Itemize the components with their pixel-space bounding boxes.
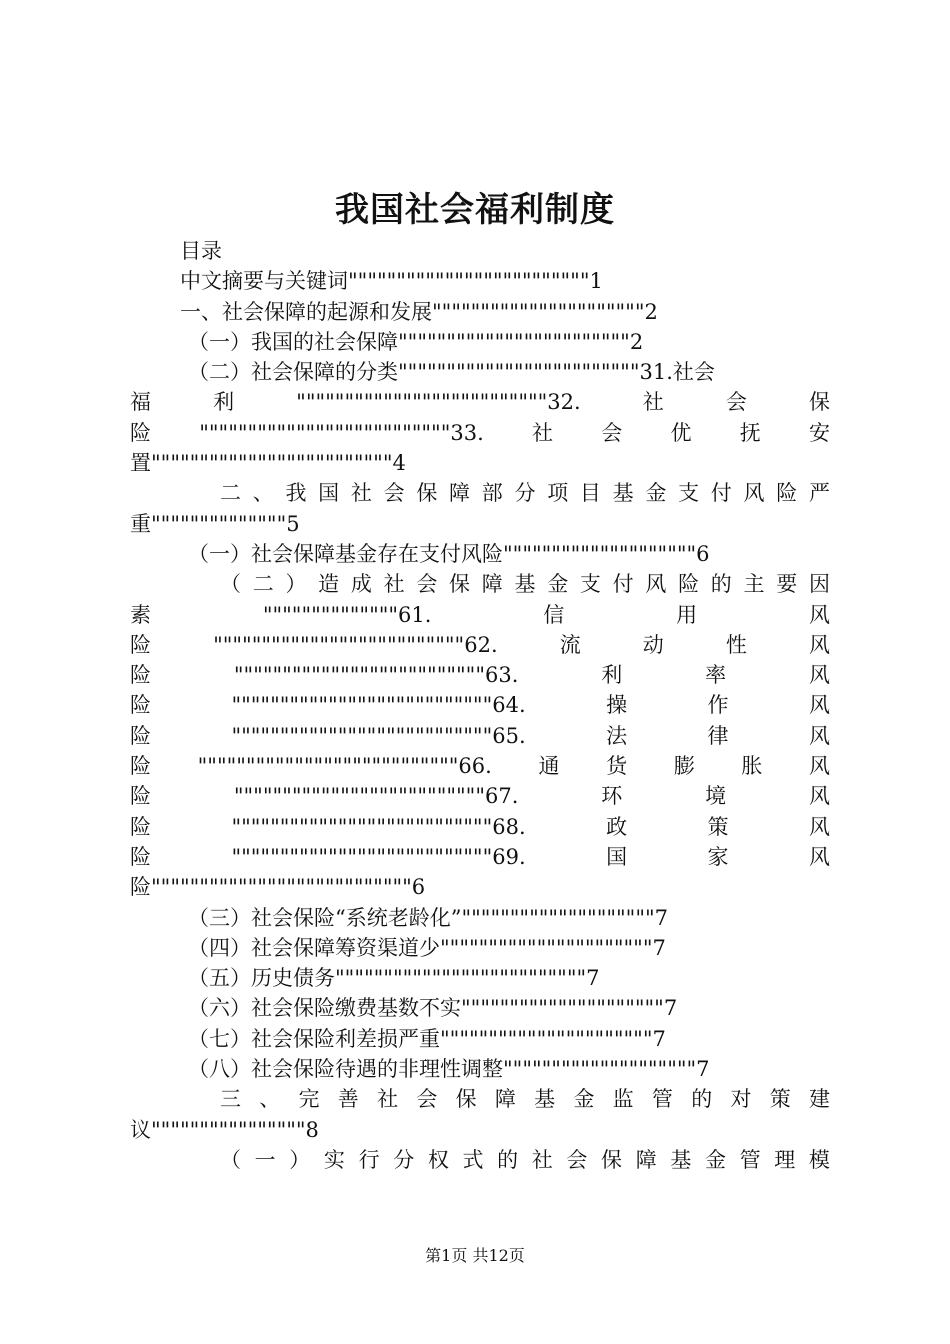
toc-line-part: 、 — [252, 481, 274, 506]
toc-line: 中文摘要与关键词"""""""""""""""""""""""""1 — [180, 269, 603, 294]
toc-line-part: 会 — [601, 420, 623, 445]
toc-line-part: 完 — [298, 1087, 320, 1112]
toc-line-part: 险 — [130, 632, 151, 657]
toc-line-part: 障 — [494, 1087, 516, 1112]
toc-line: （二）社会保障的分类"""""""""""""""""""""""""31.社会 — [188, 360, 715, 385]
toc-line-part: 安 — [808, 420, 830, 445]
toc-line: （八）社会保险待遇的非理性调整""""""""""""""""""""7 — [188, 1057, 710, 1082]
toc-line-part: 社 — [377, 1087, 399, 1112]
toc-line-part: 环 — [601, 784, 623, 809]
toc-line-part: 理 — [774, 1147, 796, 1172]
toc-line-part: 福 — [130, 390, 151, 415]
toc-line-part: """"""""""""""61. — [262, 602, 432, 627]
toc-line-part: 性 — [725, 632, 747, 657]
toc-line-part: 风 — [645, 572, 667, 597]
toc-line-part: 严 — [808, 481, 830, 506]
toc-line-part: 金 — [704, 1147, 726, 1172]
toc-line-part: 社 — [350, 481, 372, 506]
toc-line-part: 险 — [130, 754, 151, 779]
toc-line-part: 策 — [707, 814, 729, 839]
toc-line-part: """""""""""""""""""""""""""68. — [231, 814, 526, 839]
toc-line-part: 货 — [606, 754, 628, 779]
toc-line-part: 政 — [606, 814, 628, 839]
toc-line-part: 会 — [416, 572, 438, 597]
document-title: 我国社会福利制度 — [335, 190, 615, 230]
toc-line — [130, 812, 830, 842]
toc-line: 险"""""""""""""""""""""""""""6 — [130, 875, 426, 900]
toc-line-part: 会 — [725, 390, 747, 415]
toc-line: （三）社会保险“系统老龄化”""""""""""""""""""""7 — [188, 905, 669, 930]
toc-line-part: 法 — [606, 723, 628, 748]
toc-line — [130, 690, 830, 720]
toc-line — [130, 418, 830, 448]
toc-line-part: 金 — [573, 1087, 595, 1112]
toc-line-part: （ — [220, 572, 241, 597]
toc-line — [130, 660, 830, 690]
toc-line-part: 基 — [670, 1147, 692, 1172]
toc-line-part: 用 — [676, 602, 698, 627]
toc-line-part: 支 — [579, 572, 601, 597]
toc-line-part: 造 — [318, 572, 340, 597]
toc-line — [130, 781, 830, 811]
toc-line-part: 障 — [481, 572, 503, 597]
toc-line-part: 社 — [383, 572, 405, 597]
toc-line-part: 基 — [514, 572, 536, 597]
toc-line: 一、社会保障的起源和发展""""""""""""""""""""""2 — [180, 299, 658, 324]
toc-line-part: 流 — [559, 632, 581, 657]
toc-line-part: 金 — [645, 481, 667, 506]
toc-line-part: ） — [289, 1147, 311, 1172]
toc-line-part: 胀 — [741, 754, 763, 779]
toc-line — [130, 387, 830, 417]
toc-line-part: 建 — [808, 1087, 830, 1112]
toc-line-part: 风 — [808, 814, 830, 839]
page-footer: 第1页 共12页 — [425, 1246, 525, 1265]
toc-line-part: 支 — [678, 481, 700, 506]
toc-line-part: 基 — [534, 1087, 556, 1112]
toc-line-part: """"""""""""""""""""""""""32. — [296, 390, 581, 415]
toc-line-part: 国 — [318, 481, 340, 506]
toc-line-part: 家 — [707, 844, 729, 869]
toc-line-part: 善 — [337, 1087, 359, 1112]
toc-line-part: 动 — [642, 632, 664, 657]
toc-line-part: 通 — [538, 754, 560, 779]
toc-line-part: 膨 — [673, 754, 695, 779]
toc-line-part: ） — [285, 572, 307, 597]
toc-line: （七）社会保险利差损严重""""""""""""""""""""""7 — [188, 1026, 666, 1051]
toc-line-part: 权 — [427, 1147, 449, 1172]
toc-line: （四）社会保障筹资渠道少""""""""""""""""""""""7 — [188, 935, 666, 960]
toc-line-part: 三 — [220, 1087, 241, 1112]
toc-line — [130, 751, 830, 781]
toc-line-part: 风 — [808, 844, 830, 869]
toc-line-part: 险 — [776, 481, 798, 506]
toc-line-part: 付 — [612, 572, 634, 597]
toc-line — [130, 478, 830, 508]
toc-line-part: 保 — [449, 572, 471, 597]
toc-line-part: 一 — [254, 1147, 276, 1172]
toc-line — [130, 600, 830, 630]
toc-line-part: """"""""""""""""""""""""""33. — [199, 420, 484, 445]
toc-line-part: 利 — [601, 663, 623, 688]
toc-line-part: 策 — [769, 1087, 791, 1112]
toc-line-part: 操 — [606, 693, 628, 718]
toc-line: （六）社会保险缴费基数不实"""""""""""""""""""""7 — [188, 996, 678, 1021]
toc-line: （一）社会保障基金存在支付风险""""""""""""""""""""6 — [188, 541, 710, 566]
toc-line-part: 保 — [416, 481, 438, 506]
toc-line: 置"""""""""""""""""""""""""4 — [130, 451, 406, 476]
toc-line-part: 抚 — [739, 420, 761, 445]
toc-line-part: 的 — [691, 1087, 713, 1112]
toc-line-part: 风 — [743, 481, 765, 506]
toc-line-part: 实 — [323, 1147, 345, 1172]
toc-line: （五）历史债务""""""""""""""""""""""""""7 — [188, 966, 600, 991]
toc-line — [130, 1084, 830, 1114]
toc-line-part: """""""""""""""""""""""""""64. — [231, 693, 526, 718]
toc-line-part: 风 — [808, 663, 830, 688]
toc-line-part: 险 — [130, 693, 151, 718]
toc-line-part: 主 — [743, 572, 765, 597]
toc-line-part: 二 — [252, 572, 274, 597]
toc-line-part: 二 — [220, 481, 241, 506]
toc-line — [130, 630, 830, 660]
toc-line-part: 律 — [707, 723, 729, 748]
toc-line-part: 部 — [481, 481, 503, 506]
toc-line-part: 优 — [670, 420, 692, 445]
toc-line-part: 我 — [285, 481, 307, 506]
toc-line-part: 成 — [350, 572, 372, 597]
toc-line-part: 社 — [532, 420, 554, 445]
toc-line-part: 、 — [259, 1087, 281, 1112]
toc-line-part: 险 — [130, 663, 151, 688]
toc-line-part: 率 — [705, 663, 727, 688]
toc-line-part: 付 — [710, 481, 732, 506]
toc-line-part: 管 — [651, 1087, 673, 1112]
toc-line-part: 利 — [213, 390, 235, 415]
toc-line-part: 模 — [808, 1147, 830, 1172]
toc-line-part: 会 — [416, 1087, 438, 1112]
toc-line-part: 管 — [739, 1147, 761, 1172]
toc-line-part: 保 — [808, 390, 830, 415]
toc-line-part: 行 — [358, 1147, 380, 1172]
toc-line-part: 会 — [566, 1147, 588, 1172]
toc-line-part: 障 — [449, 481, 471, 506]
toc-line-part: 险 — [130, 420, 151, 445]
toc-line-part: """"""""""""""""""""""""""63. — [233, 663, 519, 688]
toc-line — [130, 721, 830, 751]
toc-line-part: 风 — [808, 693, 830, 718]
toc-line-part: """"""""""""""""""""""""""62. — [213, 632, 498, 657]
toc-line-part: 的 — [710, 572, 732, 597]
toc-line-part: 境 — [705, 784, 727, 809]
toc-line — [130, 1145, 830, 1175]
toc-line-part: 项 — [547, 481, 569, 506]
toc-line-part: 的 — [497, 1147, 519, 1172]
toc-line-part: 作 — [707, 693, 729, 718]
table-of-contents — [130, 236, 830, 1175]
toc-line-part: 险 — [678, 572, 700, 597]
toc-line-part: 保 — [455, 1087, 477, 1112]
toc-line — [130, 842, 830, 872]
toc-line: （一）我国的社会保障""""""""""""""""""""""""2 — [188, 329, 644, 354]
toc-line-part: 对 — [730, 1087, 752, 1112]
toc-line-part: 式 — [462, 1147, 484, 1172]
toc-line-part: 分 — [393, 1147, 415, 1172]
toc-line-part: 素 — [130, 602, 151, 627]
toc-line-part: 分 — [514, 481, 536, 506]
toc-line-part: 社 — [642, 390, 664, 415]
toc-line-part: 金 — [547, 572, 569, 597]
toc-line: 重""""""""""""""5 — [130, 511, 300, 536]
toc-line-part: 险 — [130, 814, 151, 839]
toc-line-part: 风 — [808, 784, 830, 809]
toc-line-part: 风 — [808, 723, 830, 748]
toc-line-part: 基 — [612, 481, 634, 506]
toc-line-part: 社 — [531, 1147, 553, 1172]
toc-line: 议""""""""""""""""8 — [130, 1117, 319, 1142]
toc-line-part: 险 — [130, 723, 151, 748]
toc-line: 目录 — [180, 239, 222, 263]
toc-line-part: 目 — [579, 481, 601, 506]
toc-line-part: （ — [220, 1147, 241, 1172]
toc-line-part: 信 — [543, 602, 565, 627]
toc-line-part: 会 — [383, 481, 405, 506]
toc-line — [130, 569, 830, 599]
toc-line-part: 国 — [606, 844, 628, 869]
toc-line-part: """""""""""""""""""""""""""65. — [231, 723, 526, 748]
toc-line-part: 障 — [635, 1147, 657, 1172]
toc-line-part: 要 — [776, 572, 798, 597]
toc-line-part: 保 — [601, 1147, 623, 1172]
toc-line-part: 监 — [612, 1087, 634, 1112]
toc-line-part: """"""""""""""""""""""""""67. — [233, 784, 519, 809]
toc-line-part: 风 — [808, 632, 830, 657]
toc-line-part: 风 — [808, 602, 830, 627]
toc-line-part: 因 — [808, 572, 830, 597]
toc-line-part: """""""""""""""""""""""""""66. — [197, 754, 492, 779]
toc-line-part: 风 — [808, 754, 830, 779]
toc-line-part: """""""""""""""""""""""""""69. — [231, 844, 526, 869]
toc-line-part: 险 — [130, 844, 151, 869]
toc-line-part: 险 — [130, 784, 151, 809]
